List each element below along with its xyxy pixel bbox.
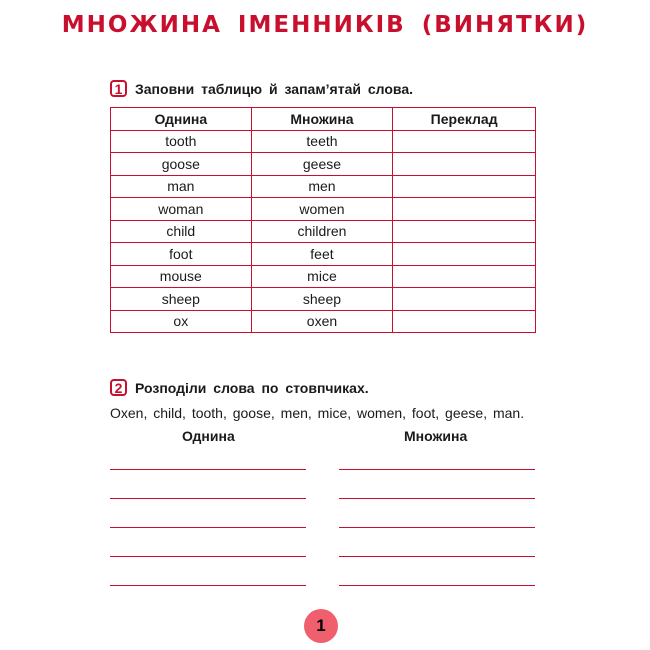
cell-translation[interactable] bbox=[393, 288, 536, 311]
column-heading-singular: Однина bbox=[182, 428, 235, 444]
page-number-badge: 1 bbox=[304, 609, 338, 643]
header-translation: Переклад bbox=[393, 108, 536, 131]
answer-line-plural[interactable] bbox=[339, 527, 535, 528]
table-row bbox=[111, 130, 536, 153]
answer-line-plural[interactable] bbox=[339, 585, 535, 586]
answer-line-plural[interactable] bbox=[339, 469, 535, 470]
header-singular: Однина bbox=[111, 108, 252, 131]
answer-line-plural[interactable] bbox=[339, 498, 535, 499]
cell-plural: feet bbox=[251, 243, 393, 266]
cell-translation[interactable] bbox=[393, 310, 536, 333]
cell-plural: children bbox=[251, 220, 393, 243]
cell-translation[interactable] bbox=[393, 220, 536, 243]
answer-line-singular[interactable] bbox=[110, 498, 306, 499]
cell-singular: foot bbox=[111, 243, 252, 266]
cell-singular: sheep bbox=[111, 288, 252, 311]
cell-plural: mice bbox=[251, 265, 393, 288]
cell-singular: woman bbox=[111, 198, 252, 221]
task-number-badge: 2 bbox=[110, 379, 127, 396]
words-table bbox=[110, 107, 536, 333]
cell-translation[interactable] bbox=[393, 265, 536, 288]
table-row bbox=[111, 310, 536, 333]
table-row bbox=[111, 198, 536, 221]
cell-singular: mouse bbox=[111, 265, 252, 288]
answer-line-singular[interactable] bbox=[110, 585, 306, 586]
cell-translation[interactable] bbox=[393, 175, 536, 198]
cell-plural: geese bbox=[251, 153, 393, 176]
answer-line-singular[interactable] bbox=[110, 527, 306, 528]
table-row bbox=[111, 288, 536, 311]
table-row bbox=[111, 175, 536, 198]
page-title: МНОЖИНА ІМЕННИКІВ (ВИНЯТКИ) bbox=[61, 12, 589, 38]
task-text: Заповни таблицю й запам’ятай слова. bbox=[135, 80, 414, 97]
cell-plural: sheep bbox=[251, 288, 393, 311]
cell-plural: oxen bbox=[251, 310, 393, 333]
cell-singular: ox bbox=[111, 310, 252, 333]
task-number-badge: 1 bbox=[110, 80, 127, 97]
cell-translation[interactable] bbox=[393, 130, 536, 153]
task-2-instruction bbox=[110, 379, 369, 396]
cell-singular: tooth bbox=[111, 130, 252, 153]
cell-singular: man bbox=[111, 175, 252, 198]
table-row bbox=[111, 265, 536, 288]
answer-line-plural[interactable] bbox=[339, 556, 535, 557]
answer-line-singular[interactable] bbox=[110, 469, 306, 470]
task-text: Розподіли слова по стовпчиках. bbox=[135, 379, 369, 396]
answer-line-singular[interactable] bbox=[110, 556, 306, 557]
cell-plural: men bbox=[251, 175, 393, 198]
table-header-row bbox=[111, 108, 536, 131]
cell-translation[interactable] bbox=[393, 243, 536, 266]
task-1-instruction bbox=[110, 80, 413, 97]
cell-translation[interactable] bbox=[393, 198, 536, 221]
cell-singular: child bbox=[111, 220, 252, 243]
column-heading-plural: Множина bbox=[404, 428, 468, 444]
word-list-sentence: Oxen, child, tooth, goose, men, mice, women, foot, geese, man. bbox=[110, 405, 525, 421]
table-row bbox=[111, 153, 536, 176]
table-row bbox=[111, 220, 536, 243]
cell-singular: goose bbox=[111, 153, 252, 176]
cell-translation[interactable] bbox=[393, 153, 536, 176]
table-row bbox=[111, 243, 536, 266]
cell-plural: teeth bbox=[251, 130, 393, 153]
cell-plural: women bbox=[251, 198, 393, 221]
header-plural: Множина bbox=[251, 108, 393, 131]
